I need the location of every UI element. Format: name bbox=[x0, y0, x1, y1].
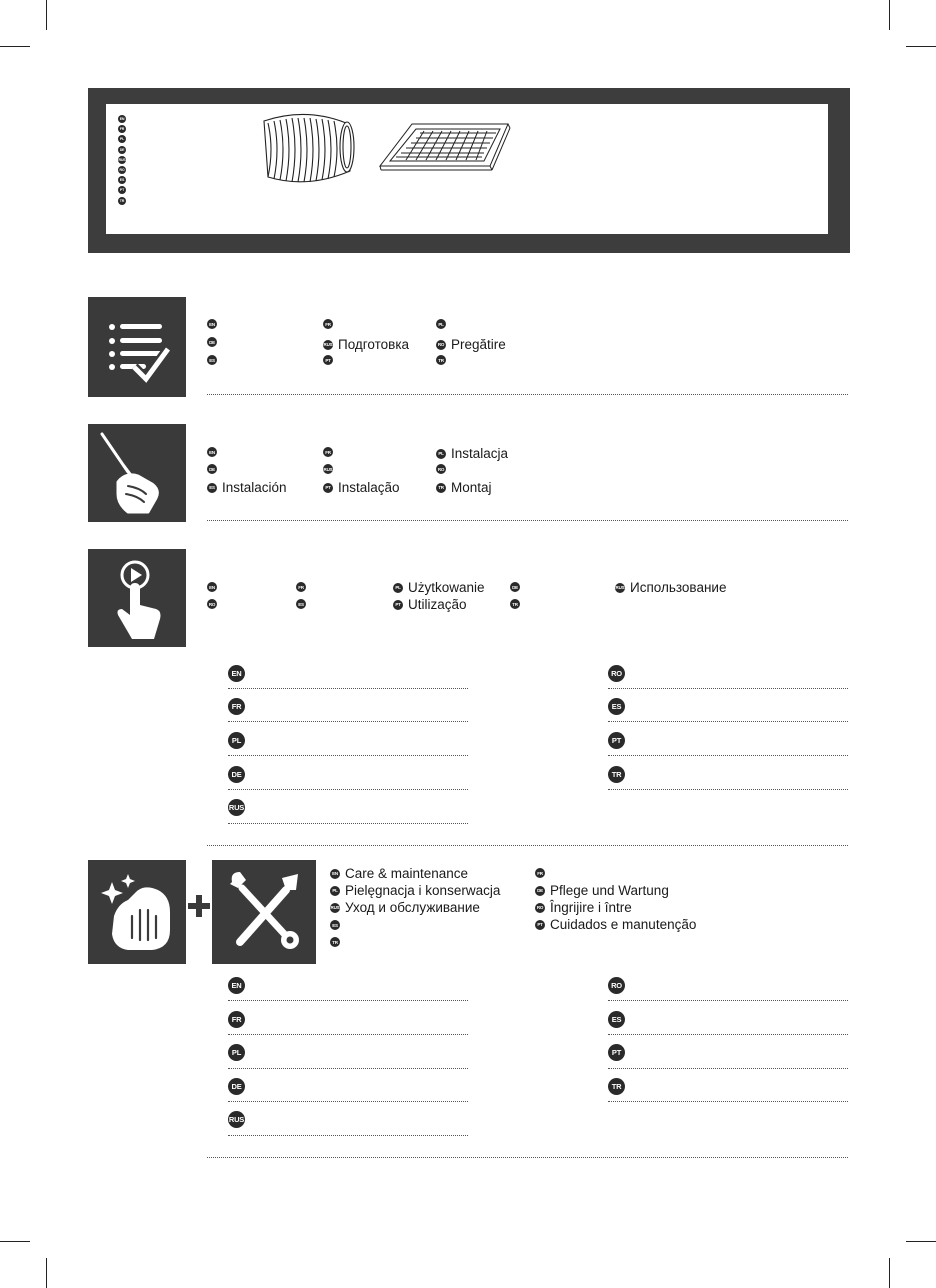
lang-badge-pl: PL bbox=[228, 1044, 245, 1061]
lang-badge-de: DE bbox=[207, 464, 217, 474]
lang-badge-es: ES bbox=[608, 1011, 625, 1028]
prep-lang-es bbox=[207, 355, 217, 365]
lang-badge-tr: TR bbox=[436, 483, 446, 493]
use-lang-ro bbox=[207, 599, 217, 609]
inst-lang-de bbox=[207, 464, 217, 474]
note-line bbox=[608, 688, 848, 689]
lang-badge-rus: RUS bbox=[615, 583, 625, 593]
care-lang-pl bbox=[330, 883, 500, 898]
lang-badge-ro: RO bbox=[608, 977, 625, 994]
cleaning-icon-box bbox=[88, 860, 186, 964]
care-lang-ro bbox=[535, 900, 632, 915]
lang-badge-en: EN bbox=[207, 447, 217, 457]
use-title-pt: Utilização bbox=[408, 597, 467, 612]
lang-badge-es: ES bbox=[207, 355, 217, 365]
lang-badge-en: EN bbox=[207, 582, 217, 592]
crop-mark bbox=[46, 0, 47, 30]
care-lang-es bbox=[330, 920, 340, 930]
lang-badge-fr: FR bbox=[228, 698, 245, 715]
lang-badge-pt: PT bbox=[535, 920, 545, 930]
prep-lang-en bbox=[207, 319, 217, 329]
use-lang-rus bbox=[615, 580, 726, 595]
lang-badge-pl: PL bbox=[330, 886, 340, 896]
note-line bbox=[228, 1068, 468, 1069]
flexible-duct-image bbox=[246, 109, 366, 191]
use-lang-es bbox=[296, 599, 306, 609]
lang-badge-ro: RO bbox=[608, 665, 625, 682]
lang-badge-pt: PT bbox=[393, 600, 403, 610]
lang-badge-fr: FR bbox=[119, 127, 125, 132]
lang-badge-rus: RUS bbox=[323, 340, 333, 350]
care-title-pt: Cuidados e manutenção bbox=[550, 917, 697, 932]
use-lang-fr bbox=[296, 582, 306, 592]
lang-badge-de: DE bbox=[510, 582, 520, 592]
inst-lang-es bbox=[207, 480, 287, 495]
note-line bbox=[608, 721, 848, 722]
note-line bbox=[608, 1034, 848, 1035]
care-title-rus: Уход и обслуживание bbox=[345, 900, 480, 915]
use-lang-en bbox=[207, 582, 217, 592]
note-line bbox=[228, 789, 468, 790]
inst-title-tr: Montaj bbox=[451, 480, 492, 495]
lang-badge-tr: TR bbox=[608, 1078, 625, 1095]
inst-lang-ro bbox=[436, 464, 446, 474]
inst-title-pl: Instalacja bbox=[451, 446, 509, 461]
screwdriver-hand-icon bbox=[88, 424, 186, 522]
care-lang-pt bbox=[535, 917, 696, 932]
lang-badge-tr: TR bbox=[608, 766, 625, 783]
inst-lang-fr bbox=[323, 447, 333, 457]
accessories-panel-inner bbox=[106, 104, 828, 234]
use-title-pl: Użytkowanie bbox=[408, 580, 485, 595]
prep-lang-fr bbox=[323, 319, 333, 329]
crop-mark bbox=[906, 46, 936, 47]
lang-badge-fr: FR bbox=[323, 319, 333, 329]
care-lang-fr bbox=[535, 868, 545, 878]
lang-badge-es: ES bbox=[119, 178, 125, 183]
lang-badge-pt: PT bbox=[323, 483, 333, 493]
lang-badge-es: ES bbox=[608, 698, 625, 715]
wrench-screwdriver-icon bbox=[212, 860, 316, 964]
lang-badge-pt: PT bbox=[608, 732, 625, 749]
crop-mark bbox=[0, 46, 30, 47]
care-lang-en bbox=[330, 866, 468, 881]
prep-lang-pt bbox=[323, 355, 333, 365]
lang-badge-en: EN bbox=[330, 869, 340, 879]
use-lang-tr bbox=[510, 599, 520, 609]
lang-badge-tr: TR bbox=[436, 355, 446, 365]
lang-badge-es: ES bbox=[330, 920, 340, 930]
care-lang-tr bbox=[330, 937, 340, 947]
lang-badge-ro: RO bbox=[436, 340, 446, 350]
crop-mark bbox=[889, 0, 890, 30]
lang-badge-ro: RO bbox=[535, 903, 545, 913]
note-line bbox=[228, 1000, 468, 1001]
touch-play-icon bbox=[88, 549, 186, 647]
inst-lang-rus bbox=[323, 464, 333, 474]
note-line bbox=[228, 823, 468, 824]
lang-badge-ro: RO bbox=[119, 167, 125, 172]
note-line bbox=[608, 789, 848, 790]
care-title-de: Pflege und Wartung bbox=[550, 883, 669, 898]
crop-mark bbox=[46, 1258, 47, 1288]
note-line bbox=[228, 1135, 468, 1136]
inst-lang-tr bbox=[436, 480, 492, 495]
lang-badge-tr: TR bbox=[119, 198, 125, 203]
lang-badge-de: DE bbox=[228, 1078, 245, 1095]
lang-badge-de: DE bbox=[228, 766, 245, 783]
inst-title-pt: Instalação bbox=[338, 480, 400, 495]
prep-lang-pl bbox=[436, 319, 446, 329]
section-divider bbox=[207, 394, 848, 395]
section-divider bbox=[207, 1157, 848, 1158]
lang-badge-es: ES bbox=[296, 599, 306, 609]
note-line bbox=[608, 1000, 848, 1001]
use-lang-de bbox=[510, 582, 520, 592]
lang-badge-rus: RUS bbox=[118, 157, 126, 162]
inst-lang-pt bbox=[323, 480, 400, 495]
cleaning-cloth-icon bbox=[88, 860, 186, 964]
lang-badge-de: DE bbox=[119, 147, 125, 152]
lang-badge-fr: FR bbox=[296, 582, 306, 592]
lang-badge-pt: PT bbox=[119, 188, 125, 193]
lang-badge-es: ES bbox=[207, 483, 217, 493]
installation-icon-box bbox=[88, 424, 186, 522]
use-title-rus: Использование bbox=[630, 580, 727, 595]
care-title-ro: Îngrijire i între bbox=[550, 900, 632, 915]
lang-badge-pl: PL bbox=[436, 449, 446, 459]
prep-lang-rus bbox=[323, 337, 409, 352]
inst-lang-pl bbox=[436, 446, 508, 461]
ventilation-grille-image bbox=[376, 120, 511, 172]
lang-badge-en: EN bbox=[207, 319, 217, 329]
lang-badge-rus: RUS bbox=[228, 1111, 245, 1128]
lang-badge-ro: RO bbox=[436, 464, 446, 474]
lang-badge-pl: PL bbox=[393, 583, 403, 593]
lang-badge-tr: TR bbox=[330, 937, 340, 947]
section-divider bbox=[207, 520, 848, 521]
crop-mark bbox=[0, 1241, 30, 1242]
lang-badge-pt: PT bbox=[323, 355, 333, 365]
section-divider bbox=[207, 845, 848, 846]
prep-lang-tr bbox=[436, 355, 446, 365]
crop-mark bbox=[906, 1241, 936, 1242]
lang-badge-rus: RUS bbox=[323, 464, 333, 474]
inst-lang-en bbox=[207, 447, 217, 457]
plus-icon bbox=[188, 895, 210, 917]
lang-badge-pl: PL bbox=[228, 732, 245, 749]
lang-badge-rus: RUS bbox=[228, 799, 245, 816]
note-line bbox=[608, 755, 848, 756]
crop-mark bbox=[889, 1258, 890, 1288]
tools-icon-box bbox=[212, 860, 316, 964]
prep-lang-ro bbox=[436, 337, 506, 352]
note-line bbox=[608, 1068, 848, 1069]
lang-badge-pl: PL bbox=[119, 137, 125, 142]
lang-badge-pt: PT bbox=[608, 1044, 625, 1061]
care-title-en: Care & maintenance bbox=[345, 866, 469, 881]
note-line bbox=[228, 688, 468, 689]
prep-title-ro: Pregătire bbox=[451, 337, 506, 352]
prep-title-rus: Подготовка bbox=[338, 337, 410, 352]
lang-badge-pl: PL bbox=[436, 319, 446, 329]
note-line bbox=[608, 1101, 848, 1102]
note-line bbox=[228, 755, 468, 756]
lang-badge-fr: FR bbox=[323, 447, 333, 457]
lang-badge-ro: RO bbox=[207, 599, 217, 609]
inst-title-es: Instalación bbox=[222, 480, 287, 495]
care-lang-de bbox=[535, 883, 669, 898]
accessories-panel bbox=[88, 88, 850, 253]
prep-lang-de bbox=[207, 337, 217, 347]
lang-badge-tr: TR bbox=[510, 599, 520, 609]
lang-badge-de: DE bbox=[535, 886, 545, 896]
note-line bbox=[228, 1034, 468, 1035]
care-title-pl: Pielęgnacja i konserwacja bbox=[345, 883, 501, 898]
lang-badge-en: EN bbox=[119, 117, 125, 121]
checklist-icon bbox=[88, 297, 186, 397]
lang-badge-de: DE bbox=[207, 337, 217, 347]
lang-badge-fr: FR bbox=[535, 868, 545, 878]
note-line bbox=[228, 721, 468, 722]
language-badge-column bbox=[118, 115, 126, 205]
note-line bbox=[228, 1101, 468, 1102]
use-lang-pt bbox=[393, 597, 467, 612]
lang-badge-rus: RUS bbox=[330, 903, 340, 913]
lang-badge-fr: FR bbox=[228, 1011, 245, 1028]
lang-badge-en: EN bbox=[228, 665, 245, 682]
use-lang-pl bbox=[393, 580, 485, 595]
lang-badge-en: EN bbox=[228, 977, 245, 994]
care-lang-rus bbox=[330, 900, 480, 915]
preparation-icon-box bbox=[88, 297, 186, 397]
use-icon-box bbox=[88, 549, 186, 647]
